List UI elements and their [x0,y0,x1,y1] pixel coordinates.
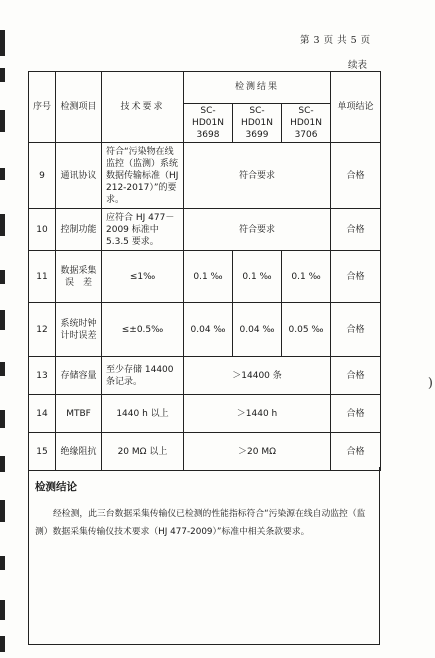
row-item: 绝缘阻抗 [56,433,102,471]
table-row [29,251,381,303]
binding-mark [0,600,5,620]
row-conclusion: 合格 [331,303,381,357]
binding-mark [0,410,5,428]
row-value-1: 0.04 ‰ [184,303,233,357]
conclusion-section [28,467,380,645]
row-conclusion: 合格 [331,209,381,251]
binding-mark [0,310,5,330]
binding-mark [0,110,5,132]
binding-mark [0,270,5,284]
header-item: 检测项目 [56,72,102,143]
row-result: 符合要求 [184,143,331,209]
table-row [29,209,381,251]
table-row [29,303,381,357]
row-value-3: 0.05 ‰ [282,303,331,357]
table-header-row [29,72,381,104]
row-result: ＞1440 h [184,395,331,433]
row-result: ＞20 MΩ [184,433,331,471]
row-seq: 13 [29,357,56,395]
row-item: 数据采集误 差 [56,251,102,303]
table-row [29,433,381,471]
binding-mark [0,500,5,522]
row-conclusion: 合格 [331,357,381,395]
row-requirement: 至少存储 14400 条记录。 [102,357,184,395]
row-seq: 10 [29,209,56,251]
row-requirement: ≤1‰ [102,251,184,303]
edge-mark: ) [427,376,433,391]
test-results-table [28,71,381,471]
row-seq: 11 [29,251,56,303]
row-value-2: 0.1 ‰ [233,251,282,303]
binding-mark [0,636,5,652]
row-result: 符合要求 [184,209,331,251]
row-requirement: 20 MΩ 以上 [102,433,184,471]
row-item: 控制功能 [56,209,102,251]
row-requirement: ≤±0.5‰ [102,303,184,357]
binding-mark [0,68,5,82]
row-conclusion: 合格 [331,143,381,209]
row-seq: 15 [29,433,56,471]
row-conclusion: 合格 [331,395,381,433]
header-requirement: 技术要求 [102,72,184,143]
row-result: ＞14400 条 [184,357,331,395]
header-conclusion: 单项结论 [331,72,381,143]
row-value-2: 0.04 ‰ [233,303,282,357]
header-device-2: SC-HD01N 3699 [233,104,282,143]
binding-mark [0,362,5,376]
row-item: 系统时钟计时误差 [56,303,102,357]
binding-mark [0,168,5,180]
conclusion-title: 检测结论 [35,481,77,493]
table-row [29,395,381,433]
table-row [29,143,381,209]
table-row [29,357,381,395]
row-requirement: 符合“污染物在线监控（监测）系统数据传输标准（HJ 212-2017）”的要求。 [102,143,184,209]
row-requirement: 应符合 HJ 477－2009 标准中 5.3.5 要求。 [102,209,184,251]
row-seq: 14 [29,395,56,433]
continued-label: 续表 [348,60,368,71]
row-item: 存储容量 [56,357,102,395]
row-conclusion: 合格 [331,433,381,471]
page-number: 第 3 页 共 5 页 [300,35,371,46]
row-requirement: 1440 h 以上 [102,395,184,433]
row-value-1: 0.1 ‰ [184,251,233,303]
row-item: MTBF [56,395,102,433]
binding-mark [0,214,5,236]
header-device-1: SC-HD01N 3698 [184,104,233,143]
conclusion-text: 经检测，此三台数据采集传输仪已检测的性能指标符合“污染源在线自动监控（监测）数据采集传输仪技术要求（HJ 477-2009）”标准中相关条款要求。 [35,509,366,537]
binding-mark [0,456,5,472]
header-seq: 序号 [29,72,56,143]
row-value-3: 0.1 ‰ [282,251,331,303]
row-seq: 12 [29,303,56,357]
row-conclusion: 合格 [331,251,381,303]
header-device-3: SC-HD01N 3706 [282,104,331,143]
binding-mark [0,556,5,570]
binding-mark [0,30,5,56]
header-results: 检测结果 [184,72,331,104]
row-item: 通讯协议 [56,143,102,209]
row-seq: 9 [29,143,56,209]
